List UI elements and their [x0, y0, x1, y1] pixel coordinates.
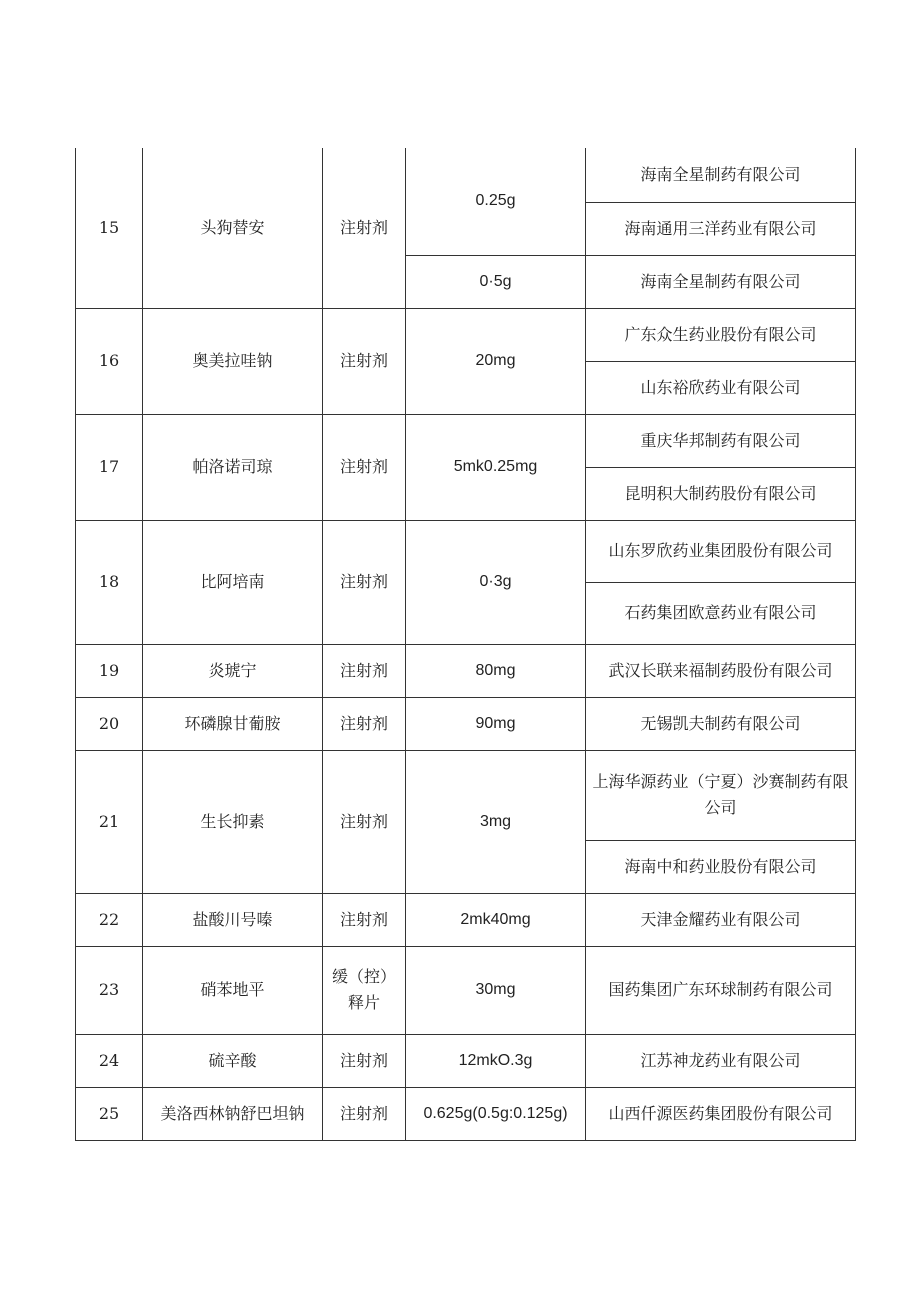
dosage-form: 注射剂: [323, 697, 406, 750]
manufacturer: 海南全星制药有限公司: [586, 255, 856, 308]
manufacturer: 天津金耀药业有限公司: [586, 893, 856, 946]
specification: 0·3g: [406, 520, 586, 644]
table-row: [76, 893, 856, 946]
drug-name: 环磷腺甘葡胺: [143, 697, 323, 750]
specification: 5mk0.25mg: [406, 414, 586, 520]
table-row: [76, 750, 856, 840]
specification: 80mg: [406, 644, 586, 697]
manufacturer: 海南全星制药有限公司: [586, 148, 856, 202]
table-row: [76, 946, 856, 1034]
specification: 90mg: [406, 697, 586, 750]
table-row: [76, 697, 856, 750]
drug-name: 头狗替安: [143, 148, 323, 308]
table-row: [76, 1034, 856, 1087]
row-number: 18: [76, 520, 143, 644]
specification: 12mkO.3g: [406, 1034, 586, 1087]
row-number: 17: [76, 414, 143, 520]
dosage-form: 注射剂: [323, 893, 406, 946]
specification: 3mg: [406, 750, 586, 893]
specification: 0.25g: [406, 148, 586, 255]
dosage-form: 注射剂: [323, 750, 406, 893]
row-number: 20: [76, 697, 143, 750]
manufacturer: 国药集团广东环球制药有限公司: [586, 946, 856, 1034]
table-row: [76, 520, 856, 582]
manufacturer: 山西仟源医药集团股份有限公司: [586, 1087, 856, 1140]
specification: 0.625g(0.5g:0.125g): [406, 1087, 586, 1140]
specification: 30mg: [406, 946, 586, 1034]
drug-name: 美洛西林钠舒巴坦钠: [143, 1087, 323, 1140]
table-row: [76, 644, 856, 697]
row-number: 22: [76, 893, 143, 946]
dosage-form: 注射剂: [323, 414, 406, 520]
drug-table: [75, 148, 856, 1141]
dosage-form: 注射剂: [323, 148, 406, 308]
specification: 2mk40mg: [406, 893, 586, 946]
manufacturer: 重庆华邦制药有限公司: [586, 414, 856, 467]
dosage-form: 缓（控）释片: [323, 946, 406, 1034]
manufacturer: 武汉长联来福制药股份有限公司: [586, 644, 856, 697]
drug-name: 奥美拉哇钠: [143, 308, 323, 414]
manufacturer: 石药集团欧意药业有限公司: [586, 582, 856, 644]
dosage-form: 注射剂: [323, 1034, 406, 1087]
specification: 0·5g: [406, 255, 586, 308]
manufacturer: 海南中和药业股份有限公司: [586, 840, 856, 893]
row-number: 21: [76, 750, 143, 893]
row-number: 19: [76, 644, 143, 697]
manufacturer: 江苏神龙药业有限公司: [586, 1034, 856, 1087]
specification: 20mg: [406, 308, 586, 414]
drug-name: 比阿培南: [143, 520, 323, 644]
dosage-form: 注射剂: [323, 1087, 406, 1140]
drug-name: 帕洛诺司琼: [143, 414, 323, 520]
row-number: 23: [76, 946, 143, 1034]
dosage-form: 注射剂: [323, 644, 406, 697]
manufacturer: 山东裕欣药业有限公司: [586, 361, 856, 414]
table-row: [76, 414, 856, 467]
drug-name: 生长抑素: [143, 750, 323, 893]
manufacturer: 上海华源药业（宁夏）沙赛制药有限公司: [586, 750, 856, 840]
row-number: 25: [76, 1087, 143, 1140]
row-number: 15: [76, 148, 143, 308]
row-number: 16: [76, 308, 143, 414]
manufacturer: 山东罗欣药业集团股份有限公司: [586, 520, 856, 582]
drug-name: 盐酸川号嗪: [143, 893, 323, 946]
manufacturer: 海南通用三洋药业有限公司: [586, 202, 856, 255]
row-number: 24: [76, 1034, 143, 1087]
drug-name: 硫辛酸: [143, 1034, 323, 1087]
manufacturer: 昆明积大制药股份有限公司: [586, 467, 856, 520]
dosage-form: 注射剂: [323, 308, 406, 414]
table-row: [76, 1087, 856, 1140]
drug-name: 硝苯地平: [143, 946, 323, 1034]
manufacturer: 无锡凯夫制药有限公司: [586, 697, 856, 750]
drug-name: 炎琥宁: [143, 644, 323, 697]
dosage-form: 注射剂: [323, 520, 406, 644]
table-row: [76, 308, 856, 361]
manufacturer: 广东众生药业股份有限公司: [586, 308, 856, 361]
table-row: [76, 148, 856, 202]
